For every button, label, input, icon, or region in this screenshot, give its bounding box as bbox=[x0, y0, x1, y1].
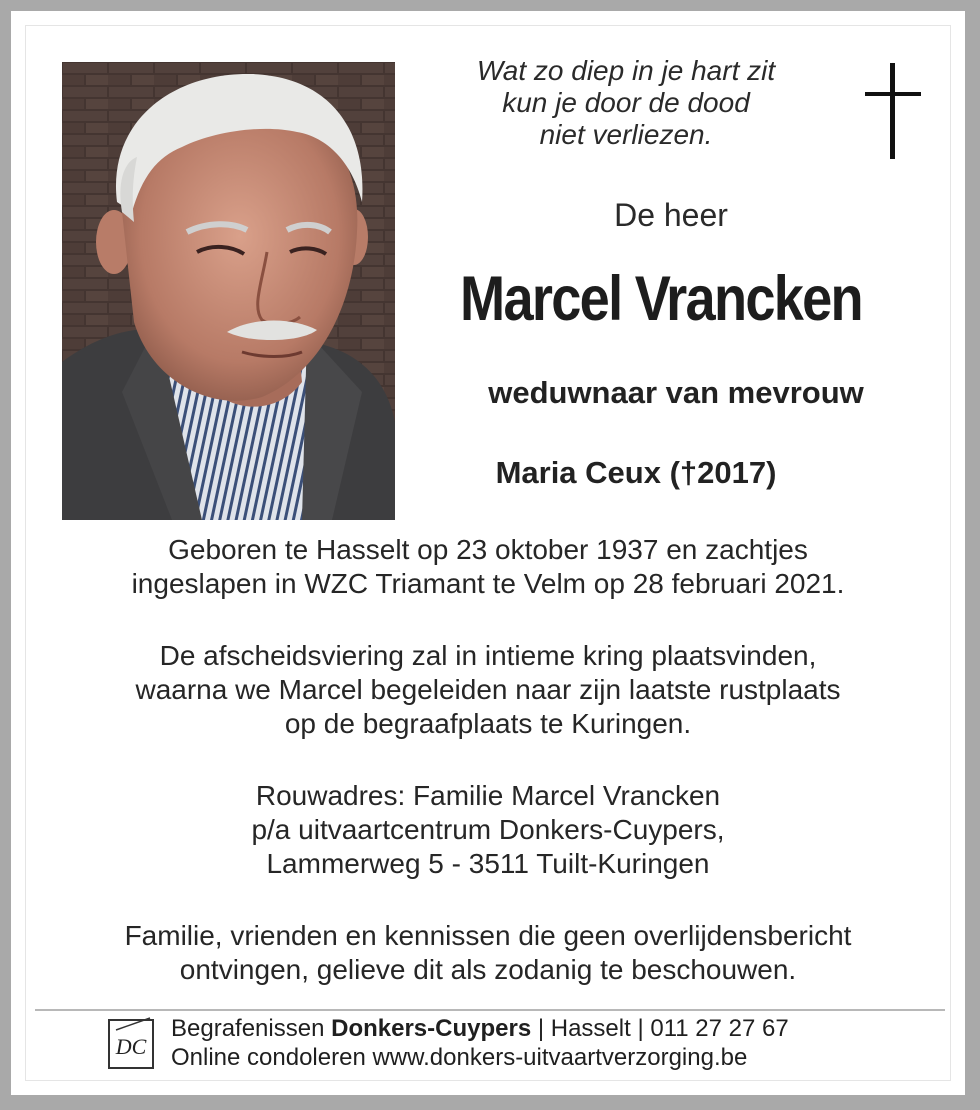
quote-line: Wat zo diep in je hart zit bbox=[476, 55, 776, 86]
relation-line: weduwnaar van mevrouw bbox=[488, 375, 864, 410]
phone-number: 011 27 27 67 bbox=[650, 1015, 789, 1042]
condolence-label: Online condoleren bbox=[171, 1044, 373, 1071]
paragraph-line: ontvingen, gelieve dit als zodanig te beschouwen. bbox=[179, 954, 797, 985]
company-name: Donkers-Cuypers bbox=[331, 1015, 532, 1042]
portrait-photo bbox=[62, 62, 395, 520]
address-paragraph bbox=[41, 779, 935, 881]
paragraph-line: ingeslapen in WZC Triamant te Velm op 28 februari 2021. bbox=[131, 568, 845, 599]
paragraph-line: op de begraafplaats te Kuringen. bbox=[284, 708, 692, 739]
funeral-home-logo bbox=[108, 1016, 156, 1070]
notice-paragraph bbox=[41, 919, 935, 987]
footer-line-1 bbox=[171, 1014, 871, 1043]
paragraph-line: Rouwadres: Familie Marcel Vrancken bbox=[255, 780, 721, 811]
obituary-card bbox=[11, 11, 965, 1095]
salutation: De heer bbox=[614, 197, 728, 233]
cross-icon bbox=[863, 63, 923, 161]
footer-divider bbox=[35, 1009, 945, 1011]
quote-line: niet verliezen. bbox=[539, 119, 713, 150]
deceased-name: Marcel Vrancken bbox=[460, 264, 862, 334]
footer-location: | Hasselt | bbox=[531, 1015, 651, 1042]
paragraph-line: Geboren te Hasselt op 23 oktober 1937 en zachtjes bbox=[168, 534, 808, 565]
paragraph-line: p/a uitvaartcentrum Donkers-Cuypers, bbox=[251, 814, 725, 845]
paragraph-line: De afscheidsviering zal in intieme kring plaatsvinden, bbox=[159, 640, 817, 671]
footer-line-2 bbox=[171, 1043, 871, 1072]
paragraph-line: Lammerweg 5 - 3511 Tuilt-Kuringen bbox=[266, 848, 710, 879]
quote-line: kun je door de dood bbox=[502, 87, 750, 118]
funeral-home-info bbox=[171, 1014, 871, 1072]
footer-prefix: Begrafenissen bbox=[171, 1015, 332, 1042]
ceremony-paragraph bbox=[41, 639, 935, 741]
logo-letters: DC bbox=[115, 1034, 147, 1059]
memorial-quote bbox=[416, 55, 836, 151]
spouse-name: Maria Ceux (†2017) bbox=[495, 455, 777, 490]
paragraph-line: waarna we Marcel begeleiden naar zijn laatste rustplaats bbox=[135, 674, 841, 705]
paragraph-line: Familie, vrienden en kennissen die geen overlijdensbericht bbox=[124, 920, 852, 951]
website-link[interactable]: www.donkers-uitvaartverzorging.be bbox=[372, 1044, 748, 1071]
birth-death-paragraph bbox=[41, 533, 935, 601]
